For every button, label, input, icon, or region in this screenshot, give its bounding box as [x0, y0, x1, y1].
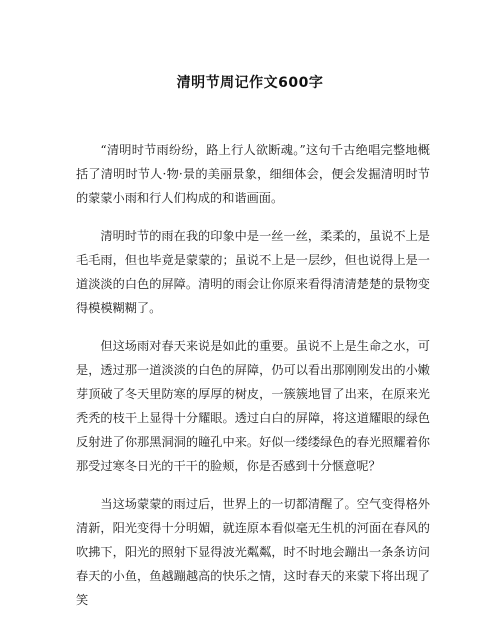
paragraph-1: “清明时节雨纷纷，路上行人欲断魂。”这句千古绝唱完整地概括了清明时节人·物·景的美丽景象，细细体会，便会发掘清明时节的蒙蒙小雨和行人们构成的和谐画面。	[76, 143, 430, 205]
paragraph-2: 清明时节的雨在我的印象中是一丝一丝，柔柔的，虽说不上是毛毛雨，但也毕竟是蒙蒙的；虽说不上是一层纱，但也说得上是一道淡淡的白色的屏障。清明的雨会让你原来看得清清楚楚的景物变得模模糊糊了。	[76, 229, 430, 315]
document-body	[76, 138, 430, 626]
paragraph-3: 但这场雨对春天来说是如此的重要。虽说不上是生命之水，可是，透过那一道淡淡的白色的屏障，仍可以看出那刚刚发出的小嫩芽顶破了冬天里防寒的厚厚的树皮，一簇簇地冒了出来，在原来光秃秃的枝干上显得十分耀眼。透过白白的屏障，将这道耀眼的绿色反射进了你那黑洞洞的瞳孔中来。好似一缕缕绿色的春光照耀着你那受过寒冬日光的干干的脸颊，你是否感到十分惬意呢？	[76, 339, 430, 473]
paragraph-4: 当这场蒙蒙的雨过后，世界上的一切都清醒了。空气变得格外清新，阳光变得十分明媚，就连原本看似毫无生机的河面在春风的吹拂下，阳光的照射下显得波光粼粼，时不时地会蹦出一条条访问春天的小鱼，鱼越蹦越高的快乐之情，这时春天的来蒙下将出现了笑	[76, 497, 430, 607]
document-title: 清明节周记作文600字	[176, 75, 324, 91]
